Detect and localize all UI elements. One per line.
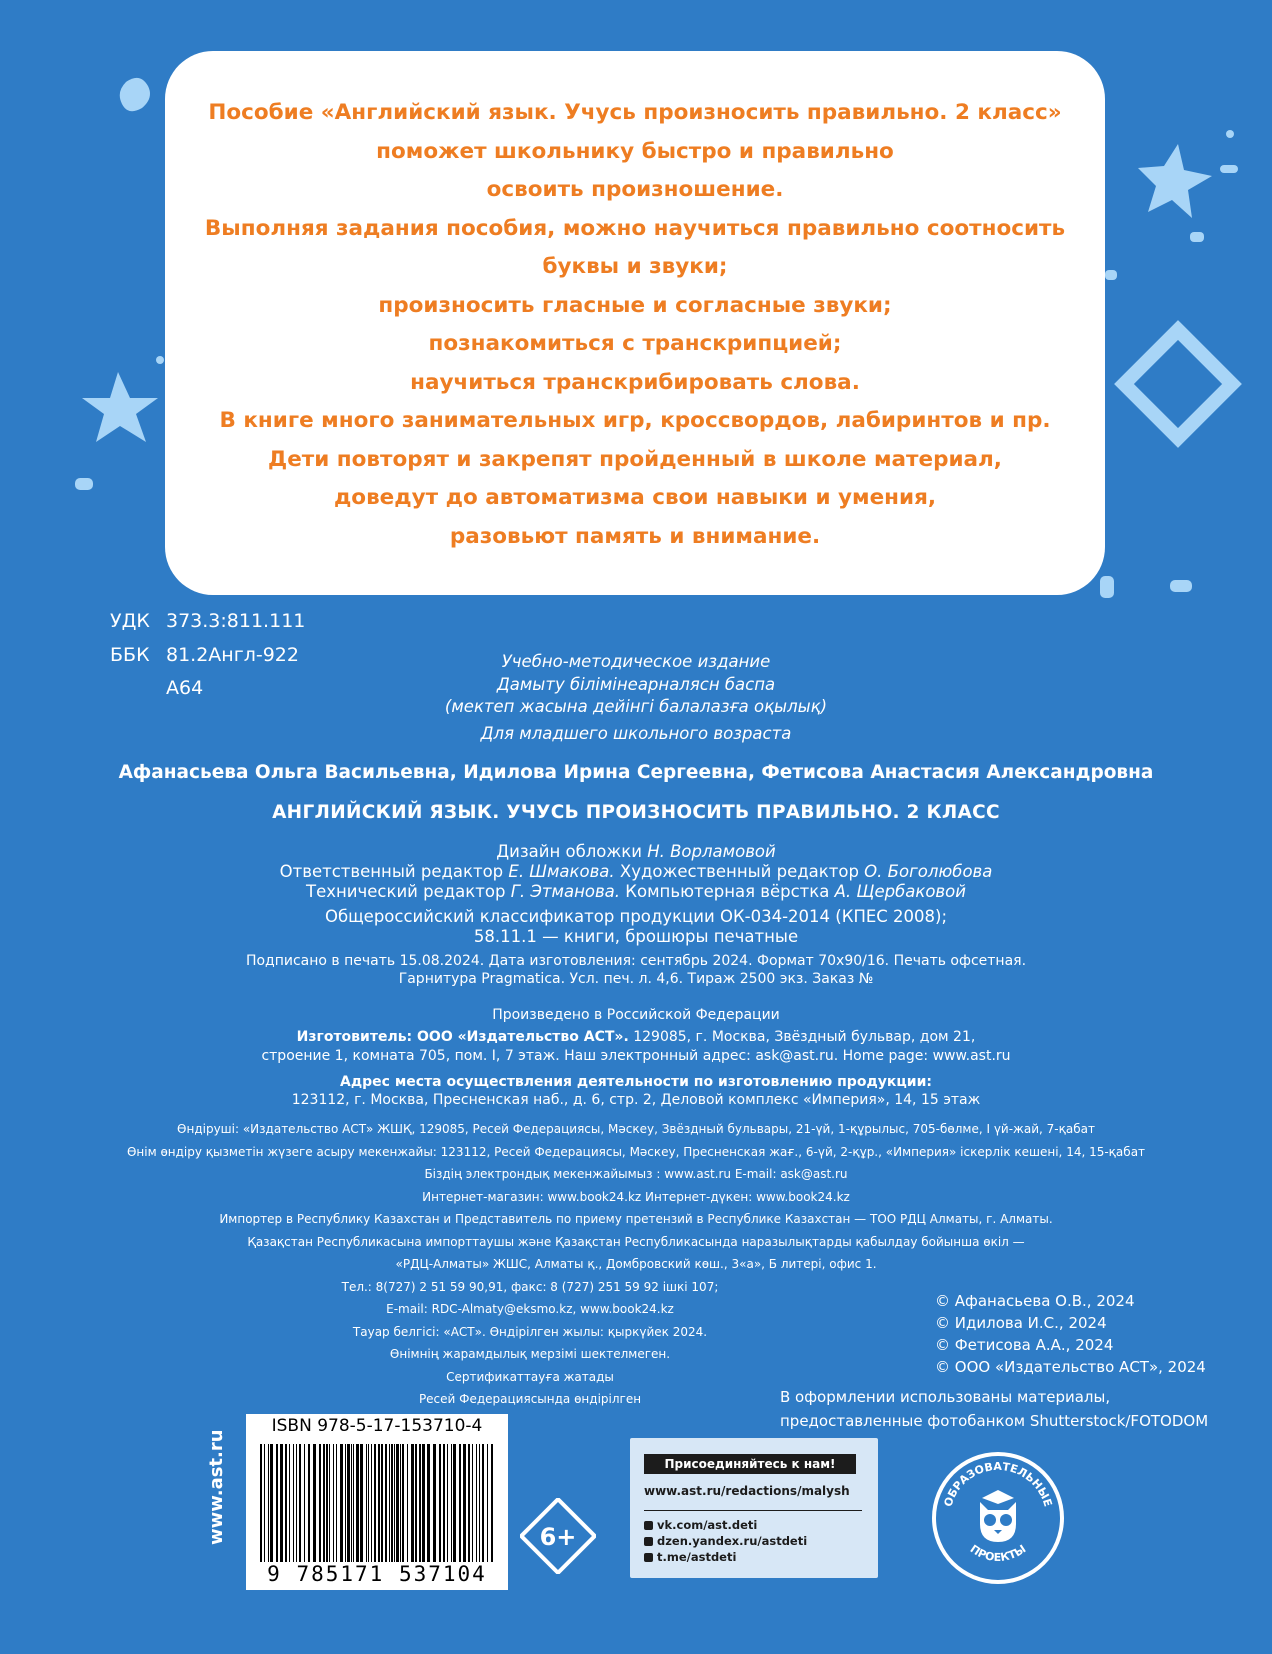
print-line-1: Подписано в печать 15.08.2024. Дата изготовления: сентябрь 2024. Формат 70х90/16. Печать офсетная. <box>245 953 1027 969</box>
kz-line: Өндіруші: «Издательство АСТ» ЖШҚ, 129085, Ресей Федерациясы, Мәскеу, Звёздный бульвары, 21-үй, 1-құрылыс, 705-бөлме, I үй-жай, 7-қабат <box>177 1122 1095 1136</box>
credit-label: Технический редактор <box>306 882 506 901</box>
kz-line: E-mail: RDC-Almaty@eksmo.kz, www.book24.kz <box>386 1302 674 1316</box>
vk-icon <box>644 1521 653 1530</box>
credit-name: Г. Этманова. <box>510 882 621 901</box>
credit-editors <box>0 862 1272 881</box>
social-link-text: dzen.yandex.ru/astdeti <box>657 1534 808 1548</box>
copyright-line: © Фетисова А.А., 2024 <box>935 1336 1114 1354</box>
promo-line: познакомиться с транскрипцией; <box>428 331 842 356</box>
social-link-telegram[interactable] <box>644 1550 736 1564</box>
author-mark: А64 <box>166 677 204 699</box>
promo-line: Выполняя задания пособия, можно научиться правильно соотносить <box>204 215 1066 241</box>
kz-line: «РДЦ-Алматы» ЖШС, Алматы қ., Домбровский көш., 3«а», Б литері, офис 1. <box>395 1257 877 1271</box>
credit-name: Е. Шмакова. <box>508 862 615 881</box>
cat-owl-icon <box>980 1490 1016 1542</box>
activity-address: 123112, г. Москва, Пресненская наб., д. 6, стр. 2, Деловой комплекс «Империя», 14, 15 этаж <box>291 1092 981 1108</box>
manufacturer-address: 129085, г. Москва, Звёздный бульвар, дом 21, <box>628 1029 976 1045</box>
promo-line: разовьют память и внимание. <box>449 523 821 549</box>
social-link-dzen[interactable] <box>644 1534 807 1548</box>
promo-line: Дети повторят и закрепят пройденный в школе материал, <box>268 446 1002 472</box>
kz-line: Қазақстан Республикасына импорттаушы және Қазақстан Республикасында наразылықтарды қабылдау бойынша өкіл — <box>247 1235 1025 1249</box>
edition-audience: Для младшего школьного возраста <box>480 724 792 743</box>
promo-line: доведут до автоматизма свои навыки и умения, <box>333 485 937 510</box>
promo-line: Пособие «Английский язык. Учусь произносить правильно. 2 класс» <box>208 100 1062 125</box>
promo-line: буквы и звуки; <box>542 254 728 279</box>
kz-line: Біздің электрондық мекенжайымыз : www.ast.ru E-mail: ask@ast.ru <box>424 1167 848 1181</box>
made-in: Произведено в Российской Федерации <box>492 1007 780 1023</box>
promo-line: поможет школьнику быстро и правильно <box>376 138 894 164</box>
ean-text: 9 785171 537104 <box>267 1562 487 1586</box>
kz-line: Тел.: 8(727) 2 51 59 90,91, факс: 8 (727) 251 59 92 ішкі 107; <box>341 1280 719 1294</box>
telegram-icon <box>644 1553 653 1562</box>
kz-line: Өнім өндіру қызметін жүзеге асыру мекенжайы: 123112, Ресей Федерациясы, Мәскеу, Пресненская жағ., 6-үй, 2-құр., «Империя» іскерлік кешені, 14, 15-қабат <box>126 1145 1146 1159</box>
social-link-text: vk.com/ast.deti <box>657 1518 758 1532</box>
dzen-icon <box>644 1537 653 1546</box>
promo-line: освоить произношение. <box>486 177 784 202</box>
social-link-text: t.me/astdeti <box>657 1550 737 1564</box>
edition-type-kz: Дамыту білімінеарналяcн баспа <box>496 675 776 694</box>
okp-line-1: Общероссийский классификатор продукции ОК-034-2014 (КПЕС 2008); <box>324 907 948 926</box>
materials-line: предоставленные фотобанком Shutterstock/FOTODOM <box>780 1412 1209 1430</box>
book-title: АНГЛИЙСКИЙ ЯЗЫК. УЧУСЬ ПРОИЗНОСИТЬ ПРАВИЛЬНО. 2 КЛАСС <box>272 802 1000 823</box>
social-divider <box>644 1510 862 1511</box>
badge-top-text: ОБРАЗОВАТЕЛЬНЫЕ <box>941 1459 1055 1509</box>
udk-line <box>110 611 305 631</box>
manufacturer-label: Изготовитель: ООО «Издательство АСТ». <box>296 1029 629 1045</box>
print-line-2: Гарнитура Pragmatica. Усл. печ. л. 4,6. Тираж 2500 экз. Заказ № <box>398 971 874 987</box>
social-header: Присоединяйтесь к нам! <box>644 1454 856 1474</box>
credit-name: А. Щербаковой <box>834 882 966 901</box>
social-block <box>630 1438 878 1578</box>
age-rating-text: 6+ <box>539 1523 577 1551</box>
materials-line: В оформлении использованы материалы, <box>780 1388 1111 1406</box>
age-rating-icon <box>520 1498 596 1574</box>
kz-line: Импортер в Республику Казахстан и Представитель по приему претензий в Республике Казахстан — ТОО РДЦ Алматы, г. Алматы. <box>219 1212 1053 1226</box>
okp-line-2: 58.11.1 — книги, брошюры печатные <box>473 927 799 946</box>
credit-name: Н. Ворламовой <box>647 842 776 861</box>
site-url: www.ast.ru <box>206 1429 227 1545</box>
udk-value: 373.3:811.111 <box>166 610 306 632</box>
barcode-bars <box>260 1444 496 1562</box>
copyright-line: © Афанасьева О.В., 2024 <box>935 1292 1135 1310</box>
bbk-value: 81.2Англ-922 <box>166 644 299 666</box>
manufacturer-line-1 <box>0 1029 1272 1046</box>
activity-label-text: Адрес места осуществления деятельности по изготовлению продукции: <box>340 1074 932 1090</box>
credit-tech <box>0 882 1272 901</box>
kz-line: Тауар белгісі: «АСТ». Өндірілген жылы: қыркүйек 2024. <box>352 1325 708 1339</box>
promo-line: В книге много занимательных игр, кроссвордов, лабиринтов и пр. <box>219 408 1051 433</box>
isbn-text: ISBN 978-5-17-153710-4 <box>271 1416 483 1436</box>
credit-name: О. Боголюбова <box>864 862 993 881</box>
promo-line: научиться транскрибировать слова. <box>410 369 860 395</box>
edition-type-kz-sub: (мектеп жасына дейінгі балалазға оқылық) <box>444 697 828 716</box>
edition-type-ru: Учебно-методическое издание <box>501 652 771 671</box>
bbk-label: ББК <box>110 644 150 666</box>
credit-label: Художественный редактор <box>619 862 859 881</box>
activity-label <box>0 1074 1272 1091</box>
barcode <box>246 1414 508 1590</box>
copyright-line: © Идилова И.С., 2024 <box>935 1314 1107 1332</box>
kz-line: Интернет-магазин: www.book24.kz Интернет-дүкен: www.book24.kz <box>422 1190 850 1204</box>
copyright-line: © ООО «Издательство АСТ», 2024 <box>935 1358 1206 1376</box>
kz-line: Өнімнің жарамдылық мерзімі шектелмеген. <box>389 1347 671 1361</box>
promo-text <box>165 94 1105 556</box>
educational-projects-badge <box>930 1450 1066 1586</box>
manufacturer-line-2: строение 1, комната 705, пом. I, 7 этаж. Наш электронный адрес: ask@ast.ru. Home page: www.ast.ru <box>261 1048 1011 1064</box>
credit-label: Компьютерная вёрстка <box>625 882 830 901</box>
credit-label: Дизайн обложки <box>496 842 642 861</box>
credit-cover <box>0 842 1272 861</box>
social-link-vk[interactable] <box>644 1518 757 1532</box>
udk-label: УДК <box>110 610 150 632</box>
promo-line: произносить гласные и согласные звуки; <box>378 292 892 318</box>
authors: Афанасьева Ольга Васильевна, Идилова Ирина Сергеевна, Фетисова Анастасия Александровна <box>118 762 1154 783</box>
social-url[interactable]: www.ast.ru/redactions/malysh <box>644 1484 850 1498</box>
kz-line: Ресей Федерациясында өндірілген <box>418 1392 642 1406</box>
kz-line: Сертификаттауға жатады <box>446 1370 614 1384</box>
badge-bottom-text: ПРОЕКТЫ <box>967 1542 1029 1564</box>
credit-label: Ответственный редактор <box>279 862 504 881</box>
